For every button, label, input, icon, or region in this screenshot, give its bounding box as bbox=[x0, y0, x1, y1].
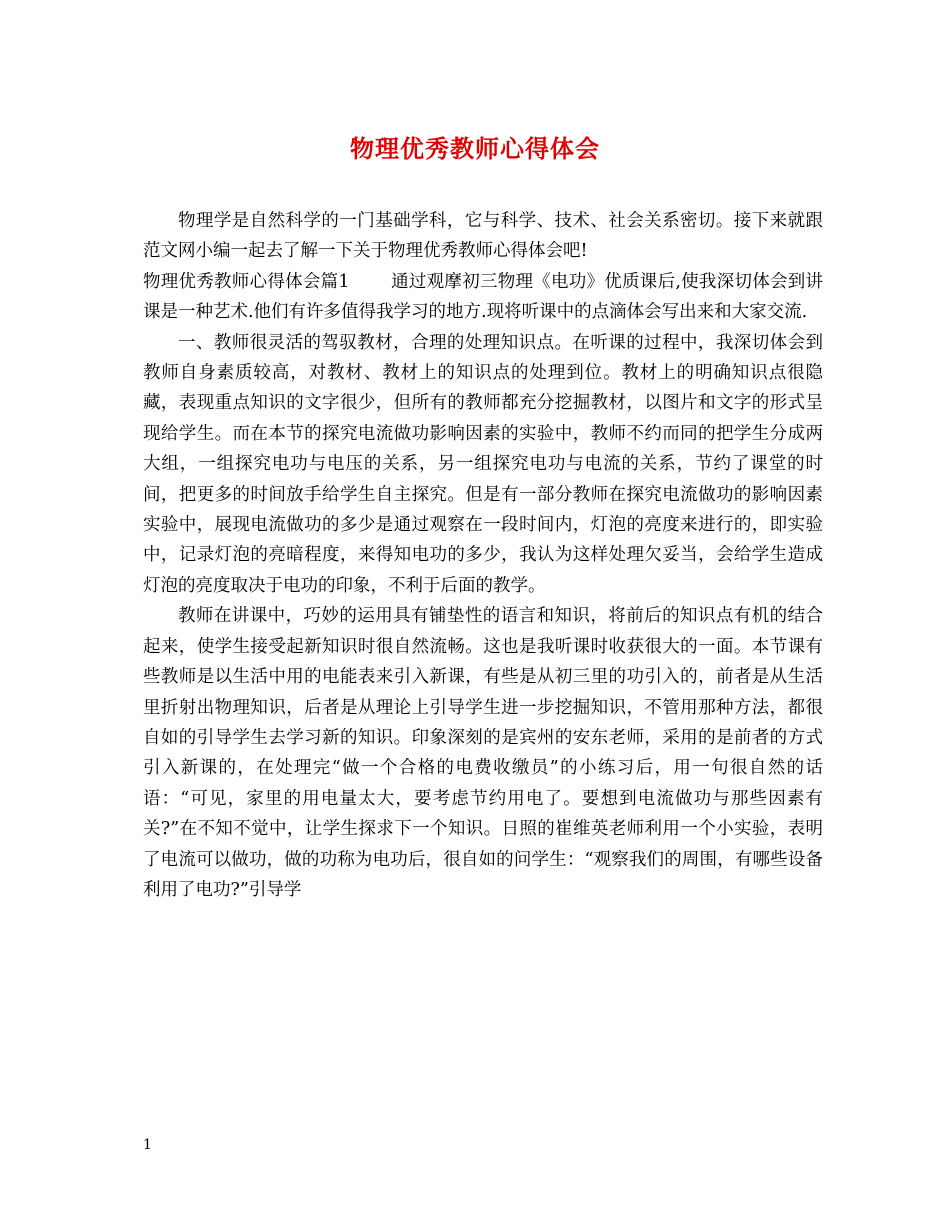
section-heading: 物理优秀教师心得体会篇1 bbox=[143, 271, 350, 292]
section-paragraph bbox=[143, 267, 823, 328]
body-paragraph-1: 一、教师很灵活的驾驭教材，合理的处理知识点。在听课的过程中，我深切体会到教师自身素质较高，对教材、教材上的知识点的处理到位。教材上的明确知识点很隐藏，表现重点知识的文字很少，但所有的教师都充分挖掘教材，以图片和文字的形式呈现给学生。而在本节的探究电流做功影响因素的实验中，教师不约而同的把学生分成两大组，一组探究电功与电压的关系，另一组探究电功与电流的关系，节约了课堂的时间，把更多的时间放手给学生自主探究。但是有一部分教师在探究电流做功的影响因素实验中，展现电流做功的多少是通过观察在一段时间内，灯泡的亮度来进行的，即实验中，记录灯泡的亮暗程度，来得知电功的多少，我认为这样处理欠妥当，会给学生造成灯泡的亮度取决于电功的印象，不利于后面的教学。 bbox=[143, 332, 823, 596]
page-number: 1 bbox=[143, 1137, 152, 1153]
section-lead: 通过观摩初三物理《电功》优质课后,使我深切体会到讲课是一种艺术.他们有许多值得我学习的地方.现将听课中的点滴体会写出来和大家交流. bbox=[143, 271, 823, 323]
body-paragraph-2: 教师在讲课中，巧妙的运用具有铺垫性的语言和知识，将前后的知识点有机的结合起来，使学生接受起新知识时很自然流畅。这也是我听课时收获很大的一面。本节课有些教师是以生活中用的电能表来引入新课，有些是从初三里的功引入的，前者是从生活里折射出物理知识，后者是从理论上引导学生进一步挖掘知识，不管用那种方法，都很自如的引导学生去学习新的知识。印象深刻的是宾州的安东老师，采用的是前者的方式引入新课的，在处理完“做一个合格的电费收缴员”的小练习后，用一句很自然的话语：“可见，家里的用电量太大，要考虑节约用电了。要想到电流做功与那些因素有关?”在不知不觉中，让学生探求下一个知识。日照的崔维英老师利用一个小实验，表明了电流可以做功，做的功称为电功后，很自如的问学生：“观察我们的周围，有哪些设备利用了电功?”引导学 bbox=[143, 606, 823, 900]
section-spacer bbox=[350, 272, 392, 292]
document-body bbox=[143, 206, 823, 905]
intro-paragraph: 物理学是自然科学的一门基础学科，它与科学、技术、社会关系密切。接下来就跟范文网小编一起去了解一下关于物理优秀教师心得体会吧! bbox=[143, 211, 823, 262]
document-title: 物理优秀教师心得体会 bbox=[350, 134, 600, 163]
